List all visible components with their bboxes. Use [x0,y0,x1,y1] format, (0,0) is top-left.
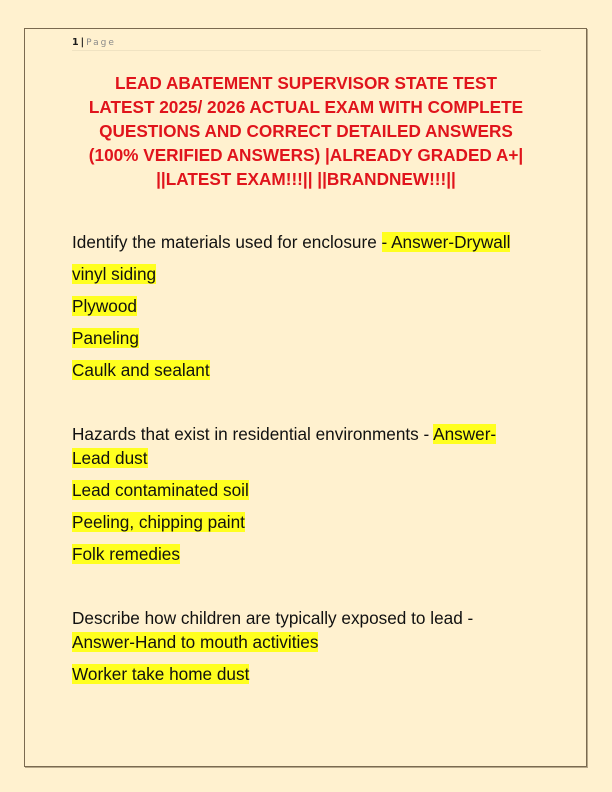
answer-text: Lead dust [72,448,148,468]
answer-item [72,663,249,685]
page-number: 1 [72,37,79,48]
title-line: ||LATEST EXAM!!!|| ||BRANDNEW!!!|| [156,169,456,189]
answer-text: Plywood [72,296,137,316]
answer-text: Peeling, chipping paint [72,512,245,532]
answer-text: vinyl siding [72,264,157,284]
answer-text: - Answer-Drywall [381,232,511,252]
answer-text: Caulk and sealant [72,360,210,380]
answer-item [72,295,137,317]
question-1 [72,231,510,253]
page-header [72,36,541,51]
title-line: (100% VERIFIED ANSWERS) |ALREADY GRADED A+| [88,145,524,165]
answer-item [72,543,180,565]
page-label: Page [86,38,116,48]
question-text: Identify the materials used for enclosure [72,232,382,252]
answer-item [72,327,139,349]
answer-item [72,479,249,501]
answer-text: Answer-Hand to mouth activities [72,632,319,652]
answer-item [72,263,156,285]
title-line: QUESTIONS AND CORRECT DETAILED ANSWERS [99,121,513,141]
question-3 [72,607,473,629]
answer-text: Lead contaminated soil [72,480,249,500]
title-line: LATEST 2025/ 2026 ACTUAL EXAM WITH COMPLETE [88,97,524,117]
answer-item [72,511,245,533]
question-text: Hazards that exist in residential environments - [72,424,434,444]
answer-item [72,447,148,469]
question-2 [72,423,496,445]
answer-item [72,359,210,381]
answer-item [72,631,318,653]
answer-text: Paneling [72,328,139,348]
question-text: Describe how children are typically exposed to lead - [72,608,474,628]
answer-text: Answer- [433,424,497,444]
document-title [60,71,552,191]
answer-text: Worker take home dust [72,664,250,684]
page-separator: | [80,37,85,48]
title-line: LEAD ABATEMENT SUPERVISOR STATE TEST [115,73,497,93]
answer-text: Folk remedies [72,544,180,564]
